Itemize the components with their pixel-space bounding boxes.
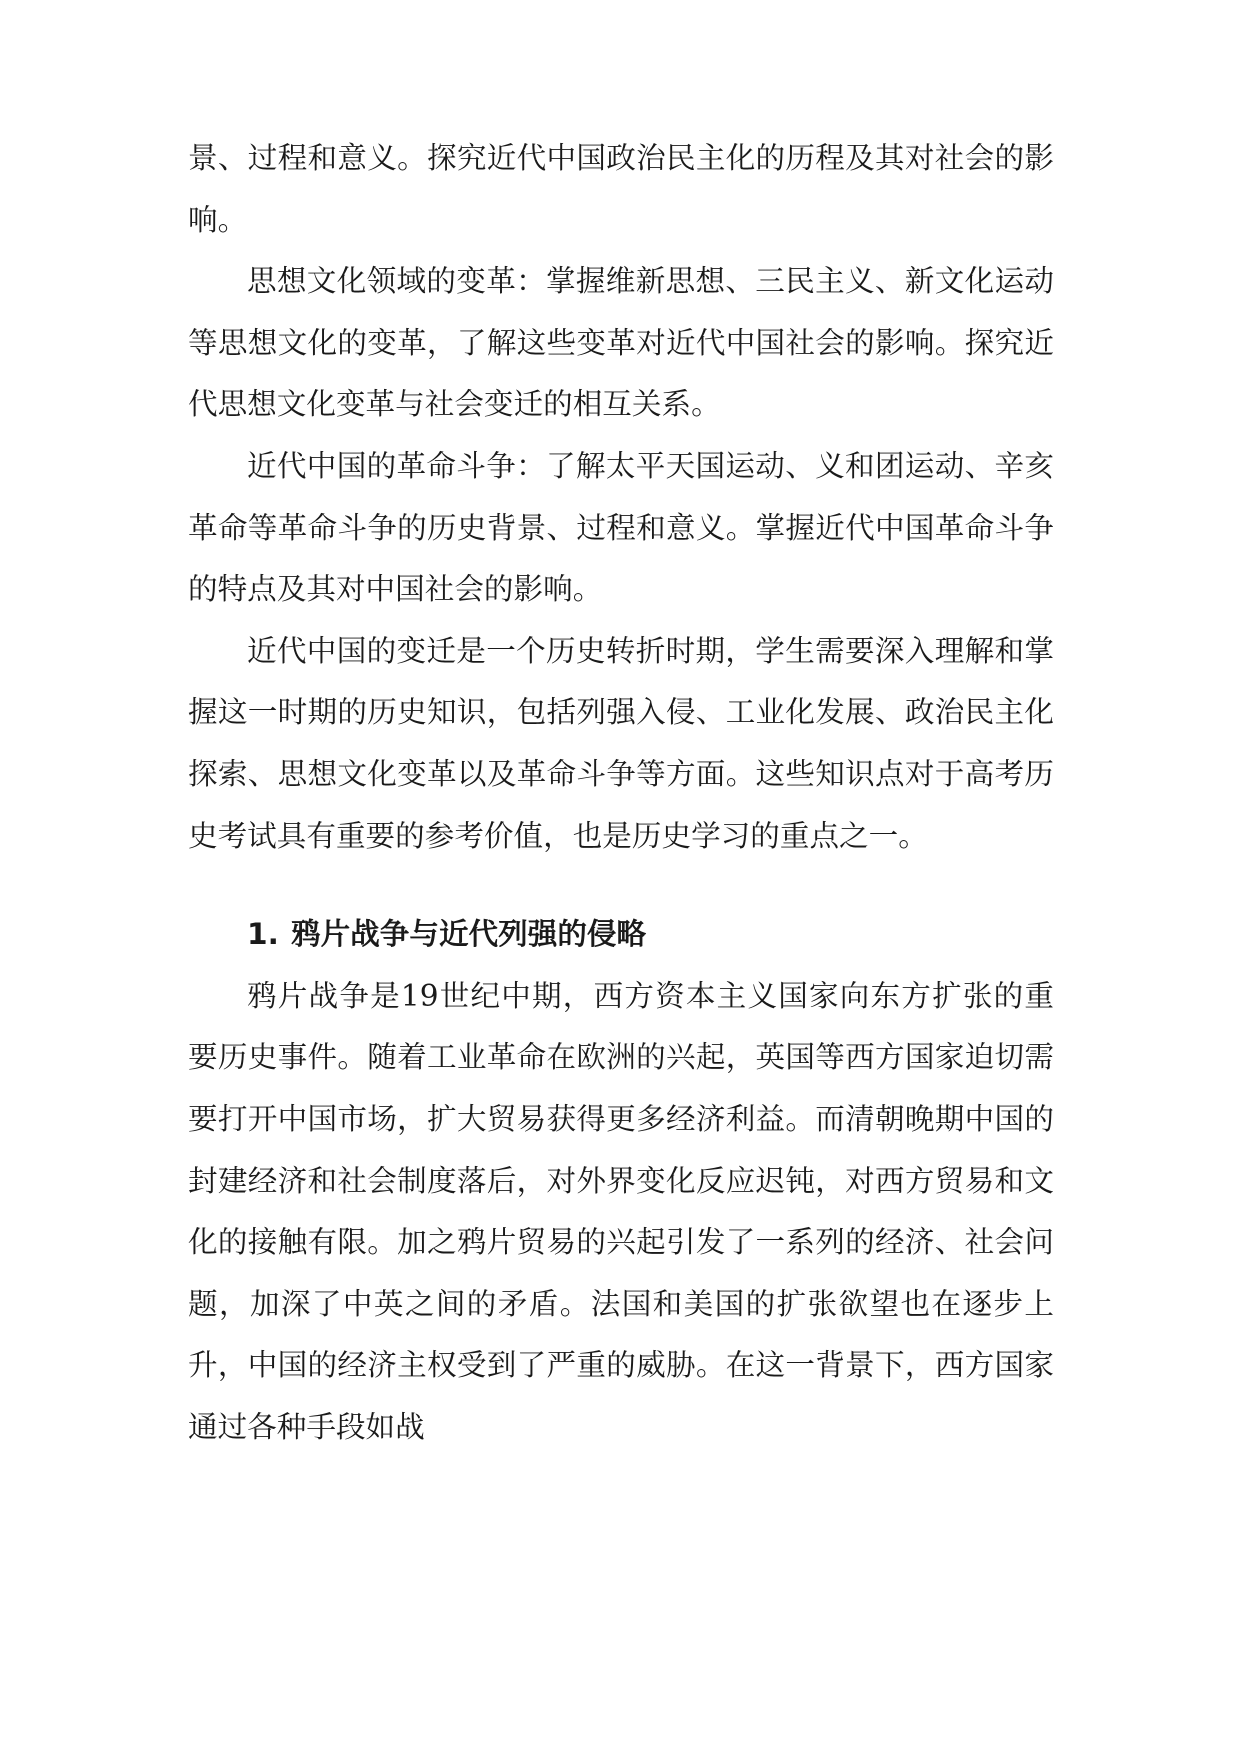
paragraph-ideology-culture: 思想文化领域的变革：掌握维新思想、三民主义、新文化运动等思想文化的变革，了解这些变革对近代中国社会的影响。探究近代思想文化变革与社会变迁的相互关系。	[188, 264, 1054, 422]
section-title: 鸦片战争与近代列强的侵略	[291, 917, 647, 952]
paragraph-opium-war: 鸦片战争是19世纪中期，西方资本主义国家向东方扩张的重要历史事件。随着工业革命在欧洲的兴起，英国等西方国家迫切需要打开中国市场，扩大贸易获得更多经济利益。而清朝晚期中国的封建经济和社会制度落后，对外界变化反应迟钝，对西方贸易和文化的接触有限。加之鸦片贸易的兴起引发了一系列的经济、社会问题，加深了中英之间的矛盾。法国和美国的扩张欲望也在逐步上升，中国的经济主权受到了严重的威胁。在这一背景下，西方国家通过各种手段如战	[188, 978, 1054, 1444]
paragraph-continuation: 景、过程和意义。探究近代中国政治民主化的历程及其对社会的影响。	[188, 141, 1054, 237]
section-heading	[188, 904, 1054, 966]
paragraph-summary: 近代中国的变迁是一个历史转折时期，学生需要深入理解和掌握这一时期的历史知识，包括列强入侵、工业化发展、政治民主化探索、思想文化变革以及革命斗争等方面。这些知识点对于高考历史考试具有重要的参考价值，也是历史学习的重点之一。	[188, 633, 1054, 853]
section-number: 1.	[247, 917, 279, 952]
paragraph-revolution: 近代中国的革命斗争：了解太平天国运动、义和团运动、辛亥革命等革命斗争的历史背景、过程和意义。掌握近代中国革命斗争的特点及其对中国社会的影响。	[188, 448, 1054, 607]
document-page	[188, 128, 1054, 1458]
